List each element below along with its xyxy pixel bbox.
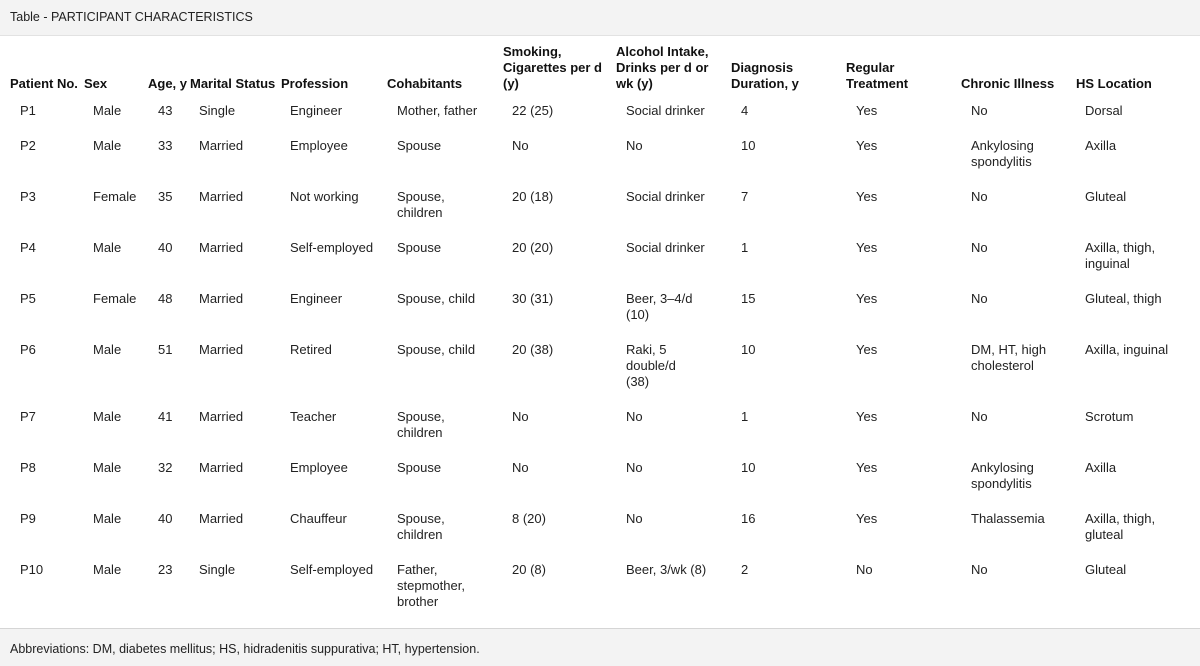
table-cell: P2 <box>20 138 36 153</box>
table-cell: Male <box>93 511 122 526</box>
table-cell: Scrotum <box>1085 409 1134 424</box>
table-cell: No <box>856 562 873 577</box>
table-cell: P1 <box>20 103 36 118</box>
table-cell: No <box>971 240 988 255</box>
table-cell: Chauffeur <box>290 511 347 526</box>
table-cell: Yes <box>856 189 878 204</box>
table-cell: Male <box>93 138 122 153</box>
table-cell: 48 <box>158 291 173 306</box>
table-cell: Social drinker <box>626 189 705 204</box>
table-cell: No <box>971 409 988 424</box>
table-cell: 2 <box>741 562 749 577</box>
table-cell: Spouse <box>397 460 442 475</box>
table-cell: Social drinker <box>626 240 705 255</box>
column-header: Chronic Illness <box>961 76 1055 91</box>
table-cell: P9 <box>20 511 36 526</box>
column-header: Age, y <box>148 76 188 91</box>
table-cell: Yes <box>856 460 878 475</box>
column-header: Marital Status <box>190 76 276 91</box>
table-cell: Not working <box>290 189 359 204</box>
table-cell: No <box>971 291 988 306</box>
table-cell: Spouse <box>397 240 442 255</box>
table-cell: Axilla, thigh, gluteal <box>1085 511 1156 542</box>
table-cell: 16 <box>741 511 756 526</box>
table-cell: No <box>626 138 643 153</box>
table-cell: Engineer <box>290 103 343 118</box>
table-cell: Father, stepmother, brother <box>397 562 465 609</box>
table-cell: Married <box>199 409 244 424</box>
column-header: HS Location <box>1076 76 1152 91</box>
table-cell: 22 (25) <box>512 103 554 118</box>
table-cell: P7 <box>20 409 36 424</box>
table-cell: 1 <box>741 240 749 255</box>
table-cell: P3 <box>20 189 36 204</box>
table-cell: 40 <box>158 511 173 526</box>
column-header: Cohabitants <box>387 76 463 91</box>
table-cell: Yes <box>856 291 878 306</box>
table-cell: Married <box>199 189 244 204</box>
table-cell: Dorsal <box>1085 103 1123 118</box>
table-cell: Yes <box>856 511 878 526</box>
table-cell: 35 <box>158 189 173 204</box>
participant-table <box>0 36 1200 629</box>
table-cell: Male <box>93 460 122 475</box>
table-cell: P10 <box>20 562 44 577</box>
table-cell: Spouse, child <box>397 291 476 306</box>
table-cell: 23 <box>158 562 173 577</box>
table-cell: 33 <box>158 138 173 153</box>
table-cell: No <box>512 409 529 424</box>
table-cell: 20 (18) <box>512 189 554 204</box>
table-cell: No <box>626 409 643 424</box>
table-cell: Spouse, children <box>397 409 445 440</box>
table-cell: No <box>971 103 988 118</box>
table-cell: Self-employed <box>290 562 374 577</box>
table-cell: Spouse <box>397 138 442 153</box>
abbreviations-note: Abbreviations: DM, diabetes mellitus; HS, hidradenitis suppurativa; HT, hypertension. <box>10 642 480 656</box>
table-cell: 15 <box>741 291 756 306</box>
table-cell: Male <box>93 562 122 577</box>
table-cell: 10 <box>741 342 756 357</box>
table-cell: Spouse, children <box>397 189 445 220</box>
table-cell: Married <box>199 240 244 255</box>
table-cell: Female <box>93 291 137 306</box>
table-cell: No <box>626 460 643 475</box>
table-cell: Axilla <box>1085 138 1117 153</box>
table-cell: Yes <box>856 409 878 424</box>
table-cell: Ankylosing spondylitis <box>971 138 1034 169</box>
table-cell: Yes <box>856 138 878 153</box>
table-cell: Thalassemia <box>971 511 1045 526</box>
table-cell: DM, HT, high cholesterol <box>971 342 1047 373</box>
table-cell: Married <box>199 511 244 526</box>
table-cell: Self-employed <box>290 240 374 255</box>
column-header: Regular Treatment <box>846 60 909 91</box>
table-cell: 10 <box>741 138 756 153</box>
table-cell: No <box>971 562 988 577</box>
table-cell: Married <box>199 291 244 306</box>
table-cell: P8 <box>20 460 36 475</box>
table-title: Table - PARTICIPANT CHARACTERISTICS <box>10 10 253 24</box>
table-cell: P5 <box>20 291 36 306</box>
table-cell: 41 <box>158 409 173 424</box>
table-cell: Married <box>199 138 244 153</box>
table-cell: Axilla <box>1085 460 1117 475</box>
table-cell: Yes <box>856 342 878 357</box>
table-cell: Single <box>199 103 236 118</box>
table-cell: No <box>512 460 529 475</box>
column-header: Patient No. <box>10 76 78 91</box>
table-cell: Female <box>93 189 137 204</box>
table-cell: Gluteal <box>1085 562 1127 577</box>
table-cell: 20 (38) <box>512 342 554 357</box>
table-cell: Axilla, inguinal <box>1085 342 1169 357</box>
column-header: Alcohol Intake, Drinks per d or wk (y) <box>616 44 709 91</box>
column-header: Smoking, Cigarettes per d (y) <box>503 44 602 91</box>
table-cell: No <box>971 189 988 204</box>
table-cell: Male <box>93 240 122 255</box>
table-cell: 20 (8) <box>512 562 546 577</box>
table-cell: 40 <box>158 240 173 255</box>
table-cell: Employee <box>290 138 348 153</box>
table-cell: Social drinker <box>626 103 705 118</box>
table-cell: 7 <box>741 189 749 204</box>
table-cell: Retired <box>290 342 332 357</box>
table-cell: Male <box>93 409 122 424</box>
table-cell: Ankylosing spondylitis <box>971 460 1034 491</box>
table-cell: No <box>626 511 643 526</box>
table-cell: 32 <box>158 460 173 475</box>
table-cell: Axilla, thigh, inguinal <box>1085 240 1156 271</box>
table-cell: Yes <box>856 240 878 255</box>
column-header: Diagnosis Duration, y <box>731 60 799 91</box>
table-cell: 20 (20) <box>512 240 554 255</box>
table-cell: 30 (31) <box>512 291 554 306</box>
table-cell: No <box>512 138 529 153</box>
table-cell: Raki, 5 double/d (38) <box>626 342 676 389</box>
table-cell: Yes <box>856 103 878 118</box>
table-cell: Male <box>93 342 122 357</box>
table-cell: 4 <box>741 103 749 118</box>
table-cell: Married <box>199 342 244 357</box>
table-cell: Mother, father <box>397 103 478 118</box>
column-header: Sex <box>84 76 108 91</box>
table-cell: Married <box>199 460 244 475</box>
table-cell: Beer, 3–4/d (10) <box>626 291 693 322</box>
table-cell: Male <box>93 103 122 118</box>
column-header: Profession <box>281 76 349 91</box>
table-cell: P4 <box>20 240 36 255</box>
table-cell: 51 <box>158 342 173 357</box>
table-cell: Spouse, children <box>397 511 445 542</box>
table-cell: Single <box>199 562 236 577</box>
table-cell: 10 <box>741 460 756 475</box>
table-cell: Engineer <box>290 291 343 306</box>
table-cell: Beer, 3/wk (8) <box>626 562 707 577</box>
table-title-bar <box>0 0 1200 36</box>
table-cell: Spouse, child <box>397 342 476 357</box>
table-cell: Gluteal, thigh <box>1085 291 1162 306</box>
table-cell: Teacher <box>290 409 337 424</box>
table-cell: Gluteal <box>1085 189 1127 204</box>
table-cell: 43 <box>158 103 173 118</box>
table-cell: 8 (20) <box>512 511 546 526</box>
table-footer <box>0 628 1200 666</box>
table-cell: 1 <box>741 409 749 424</box>
table-cell: P6 <box>20 342 36 357</box>
table-cell: Employee <box>290 460 348 475</box>
